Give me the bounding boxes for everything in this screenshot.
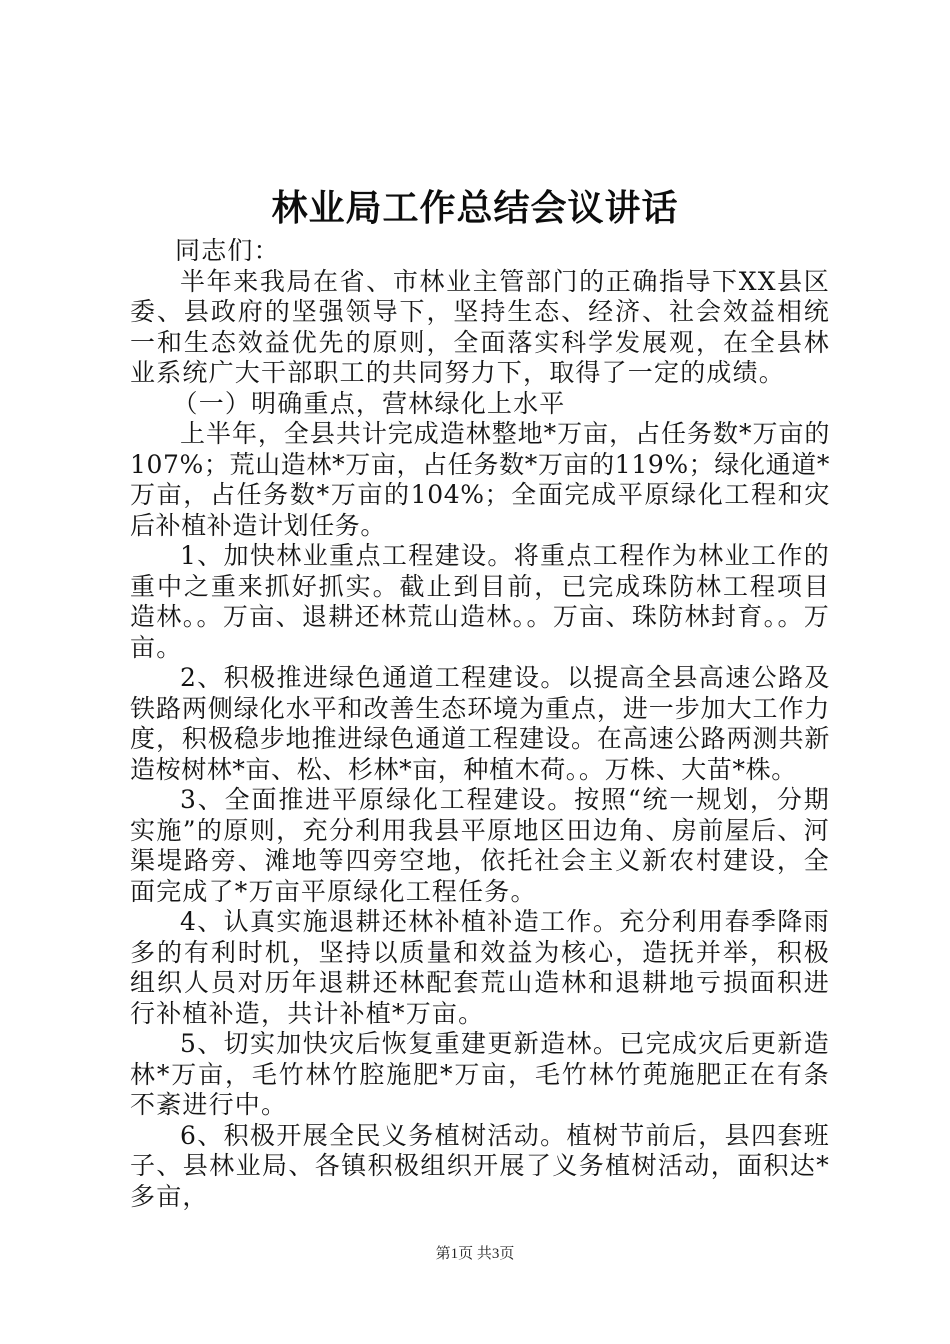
salutation: 同志们： bbox=[175, 236, 280, 265]
paragraph-item-1: 1、加快林业重点工程建设。将重点工程作为林业工作的重中之重来抓好抓实。截止到目前，已完成珠防林工程项目造林。。万亩、退耕还林荒山造林。。万亩、珠防林封育。。万亩。 bbox=[130, 541, 830, 662]
paragraph-item-2: 2、积极推进绿色通道工程建设。以提高全县高速公路及铁路两侧绿化水平和改善生态环境为重点，进一步加大工作力度，积极稳步地推进绿色通道工程建设。在高速公路两测共新造桉树林*亩、松、杉林*亩，种植木荷。。万株、大苗*株。 bbox=[130, 663, 830, 784]
paragraph-summary: 上半年，全县共计完成造林整地*万亩，占任务数*万亩的107%；荒山造林*万亩，占任务数*万亩的119%；绿化通道*万亩，占任务数*万亩的104%；全面完成平原绿化工程和灾后补植补造计划任务。 bbox=[130, 419, 830, 540]
paragraph-item-6: 6、积极开展全民义务植树活动。植树节前后，县四套班子、县林业局、各镇积极组织开展了义务植树活动，面积达*多亩， bbox=[130, 1120, 830, 1211]
section-heading: （一）明确重点，营林绿化上水平 bbox=[172, 388, 566, 418]
paragraph-item-3: 3、全面推进平原绿化工程建设。按照“统一规划，分期实施”的原则，充分利用我县平原地区田边角、房前屋后、河渠堤路旁、滩地等四旁空地，依托社会主义新农村建设，全面完成了*万亩平原绿化工程任务。 bbox=[130, 785, 830, 906]
document-body bbox=[130, 236, 830, 1212]
paragraph-item-5: 5、切实加快灾后恢复重建更新造林。已完成灾后更新造林*万亩，毛竹林竹腔施肥*万亩，毛竹林竹蔸施肥正在有条不紊进行中。 bbox=[130, 1029, 830, 1119]
document-title: 林业局工作总结会议讲话 bbox=[271, 187, 679, 229]
paragraph-intro: 半年来我局在省、市林业主管部门的正确指导下XX县区委、县政府的坚强领导下，坚持生态、经济、社会效益相统一和生态效益优先的原则，全面落实科学发展观，在全县林业系统广大干部职工的共同努力下，取得了一定的成绩。 bbox=[130, 266, 830, 387]
paragraph-item-4: 4、认真实施退耕还林补植补造工作。充分利用春季降雨多的有利时机，坚持以质量和效益为核心，造抚并举，积极组织人员对历年退耕还林配套荒山造林和退耕地亏损面积进行补植补造，共计补植*万亩。 bbox=[130, 907, 830, 1028]
page-number-footer: 第1页 共3页 bbox=[435, 1246, 515, 1262]
